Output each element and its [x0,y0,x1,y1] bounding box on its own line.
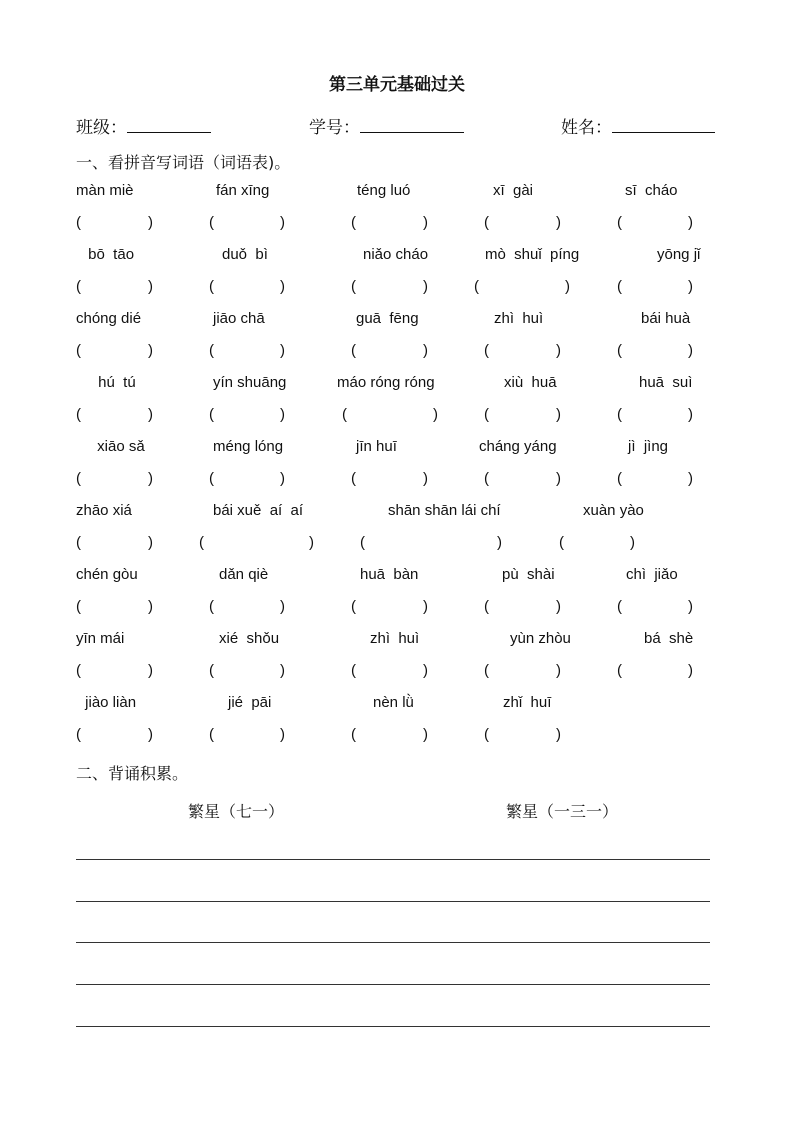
answer-paren-close: ) [148,726,153,743]
answer-blank[interactable] [84,342,146,362]
pinyin-row [0,502,794,526]
answer-paren-close: ) [556,470,561,487]
pinyin-word: niǎo cháo [363,246,429,263]
pinyin-word: chì jiǎo [626,566,678,583]
answer-paren-close: ) [280,406,285,423]
answer-blank[interactable] [492,470,554,490]
answer-row [0,342,794,366]
pinyin-word: xié shǒu [219,630,280,647]
class-field[interactable] [76,113,211,138]
page-title: 第三单元基础过关 [329,75,465,95]
pinyin-word: nèn lǜ [373,694,414,711]
answer-blank[interactable] [625,278,686,298]
answer-blank[interactable] [492,342,554,362]
answer-paren-close: ) [148,470,153,487]
answer-paren-close: ) [556,406,561,423]
pinyin-word: yōng jǐ [657,246,701,263]
answer-paren-open: ( [617,406,622,423]
answer-paren-close: ) [280,726,285,743]
answer-paren-close: ) [688,214,693,231]
student-number-field[interactable] [309,113,464,138]
answer-blank[interactable] [84,662,146,682]
answer-paren-open: ( [484,342,489,359]
answer-paren-open: ( [76,534,81,551]
answer-paren-open: ( [209,342,214,359]
pinyin-word: huā suì [639,374,693,391]
pinyin-row [0,182,794,206]
answer-blank[interactable] [217,214,278,234]
pinyin-word: jīn huī [356,438,397,455]
answer-blank[interactable] [625,662,686,682]
answer-paren-open: ( [351,470,356,487]
answer-blank[interactable] [84,406,146,426]
answer-paren-open: ( [351,726,356,743]
answer-paren-open: ( [617,214,622,231]
answer-paren-open: ( [351,278,356,295]
answer-blank[interactable] [217,406,278,426]
pinyin-word: jiào liàn [81,694,137,711]
answer-paren-open: ( [76,598,81,615]
pinyin-word: sī cháo [625,182,678,199]
name-label: 姓名： [561,118,612,138]
answer-blank[interactable] [625,406,686,426]
answer-paren-close: ) [688,662,693,679]
pinyin-word: shān shān lái chí [388,502,501,519]
answer-paren-open: ( [617,662,622,679]
answer-blank[interactable] [567,534,628,554]
answer-paren-open: ( [617,598,622,615]
answer-blank[interactable] [368,534,495,554]
answer-paren-open: ( [209,214,214,231]
answer-paren-close: ) [148,406,153,423]
pinyin-row [0,566,794,590]
answer-paren-open: ( [351,214,356,231]
answer-paren-close: ) [148,662,153,679]
answer-blank[interactable] [492,214,554,234]
answer-row [0,598,794,622]
answer-paren-open: ( [484,214,489,231]
pinyin-row [0,438,794,462]
pinyin-word: xuàn yào [583,502,644,519]
pinyin-word: zhāo xiá [76,502,132,519]
answer-blank[interactable] [217,726,278,746]
answer-paren-close: ) [148,342,153,359]
answer-paren-open: ( [617,278,622,295]
answer-blank[interactable] [217,278,278,298]
answer-paren-close: ) [556,342,561,359]
pinyin-word: chóng dié [76,310,142,327]
answer-paren-open: ( [76,406,81,423]
answer-paren-close: ) [688,278,693,295]
answer-blank[interactable] [217,470,278,490]
answer-paren-close: ) [148,598,153,615]
answer-paren-open: ( [209,726,214,743]
answer-blank[interactable] [217,342,278,362]
answer-blank[interactable] [84,278,146,298]
student-number-blank[interactable] [360,114,464,133]
answer-paren-open: ( [559,534,564,551]
answer-blank[interactable] [217,598,278,618]
answer-row [0,534,794,558]
pinyin-word: fán xīng [216,182,270,199]
answer-paren-open: ( [484,726,489,743]
answer-blank[interactable] [359,598,421,618]
pinyin-word: bá shè [644,630,694,647]
writing-line[interactable] [76,901,710,902]
answer-blank[interactable] [492,662,554,682]
pinyin-word: yùn zhòu [510,630,571,647]
answer-paren-close: ) [280,214,285,231]
answer-paren-open: ( [484,662,489,679]
answer-blank[interactable] [217,662,278,682]
answer-paren-close: ) [556,598,561,615]
answer-paren-open: ( [360,534,365,551]
pinyin-word: xiù huā [504,374,557,391]
answer-blank[interactable] [84,726,146,746]
answer-blank[interactable] [84,214,146,234]
answer-paren-close: ) [148,214,153,231]
answer-blank[interactable] [84,598,146,618]
pinyin-word: máo róng róng [337,374,435,391]
pinyin-row [0,246,794,270]
pinyin-row [0,374,794,398]
pinyin-word: jiāo chā [213,310,265,327]
answer-paren-close: ) [148,278,153,295]
answer-blank[interactable] [359,470,421,490]
pinyin-word: mò shuǐ píng [485,246,580,263]
name-field[interactable] [561,113,715,138]
answer-paren-close: ) [556,726,561,743]
answer-blank[interactable] [492,406,554,426]
pinyin-word: téng luó [357,182,411,199]
poem-title-left: 繁星（七一） [188,802,285,821]
writing-line[interactable] [76,942,710,943]
answer-blank[interactable] [359,662,421,682]
pinyin-word: bái xuě aí aí [213,502,304,519]
pinyin-word: huā bàn [360,566,419,583]
answer-paren-close: ) [280,470,285,487]
answer-paren-close: ) [556,662,561,679]
answer-paren-open: ( [351,662,356,679]
section1-heading: 一、看拼音写词语（词语表)。 [76,153,291,172]
answer-paren-open: ( [76,342,81,359]
answer-paren-close: ) [688,470,693,487]
answer-paren-close: ) [280,662,285,679]
writing-line[interactable] [76,984,710,985]
pinyin-word: cháng yáng [479,438,557,455]
answer-paren-open: ( [209,406,214,423]
answer-row [0,278,794,302]
answer-paren-open: ( [76,214,81,231]
answer-paren-close: ) [423,598,428,615]
pinyin-word: chén gòu [76,566,138,583]
class-blank[interactable] [127,114,211,133]
answer-blank[interactable] [625,598,686,618]
answer-blank[interactable] [350,406,431,426]
answer-blank[interactable] [84,470,146,490]
answer-row [0,662,794,686]
answer-paren-open: ( [209,470,214,487]
answer-paren-open: ( [209,662,214,679]
pinyin-word: zhǐ huī [503,694,552,711]
answer-paren-close: ) [497,534,502,551]
writing-line[interactable] [76,1026,710,1027]
pinyin-word: zhì huì [494,310,544,327]
pinyin-word: xī gài [493,182,534,199]
pinyin-word: duǒ bì [222,246,268,263]
pinyin-word: pù shài [502,566,555,583]
answer-paren-open: ( [484,598,489,615]
pinyin-word: màn miè [76,182,134,199]
answer-paren-open: ( [617,342,622,359]
answer-paren-open: ( [617,470,622,487]
answer-paren-close: ) [423,726,428,743]
answer-row [0,726,794,750]
answer-paren-open: ( [484,470,489,487]
pinyin-word: hú tú [94,374,136,391]
pinyin-row [0,310,794,334]
answer-row [0,470,794,494]
pinyin-word: yīn mái [76,630,125,647]
answer-blank[interactable] [625,342,686,362]
pinyin-word: bái huà [641,310,691,327]
answer-blank[interactable] [492,726,554,746]
answer-paren-open: ( [351,598,356,615]
pinyin-word: yín shuāng [213,374,287,391]
answer-paren-close: ) [423,342,428,359]
answer-paren-close: ) [565,278,570,295]
answer-blank[interactable] [84,534,146,554]
answer-paren-close: ) [688,406,693,423]
answer-paren-open: ( [76,470,81,487]
answer-blank[interactable] [359,342,421,362]
writing-line[interactable] [76,859,710,860]
answer-paren-close: ) [280,278,285,295]
answer-blank[interactable] [625,470,686,490]
answer-paren-close: ) [423,470,428,487]
answer-blank[interactable] [359,214,421,234]
answer-blank[interactable] [359,278,421,298]
answer-blank[interactable] [625,214,686,234]
pinyin-row [0,694,794,718]
answer-paren-open: ( [209,598,214,615]
pinyin-word: bō tāo [84,246,135,263]
answer-row [0,214,794,238]
answer-paren-close: ) [309,534,314,551]
answer-paren-close: ) [433,406,438,423]
answer-paren-close: ) [688,342,693,359]
poem-title-right: 繁星（一三一） [506,802,619,821]
answer-paren-close: ) [423,278,428,295]
answer-paren-close: ) [280,598,285,615]
answer-blank[interactable] [482,278,563,298]
answer-paren-open: ( [342,406,347,423]
answer-paren-close: ) [280,342,285,359]
answer-paren-open: ( [199,534,204,551]
pinyin-word: jié pāi [228,694,272,711]
pinyin-row [0,630,794,654]
answer-paren-open: ( [76,662,81,679]
answer-paren-close: ) [423,662,428,679]
section2-heading: 二、背诵积累。 [76,764,189,783]
answer-paren-close: ) [423,214,428,231]
class-label: 班级： [76,118,127,138]
pinyin-word: dǎn qiè [219,566,269,583]
answer-paren-close: ) [688,598,693,615]
answer-paren-open: ( [474,278,479,295]
pinyin-word: guā fēng [356,310,419,327]
student-number-label: 学号： [309,118,360,138]
answer-blank[interactable] [492,598,554,618]
pinyin-word: xiāo sǎ [93,438,145,455]
answer-paren-open: ( [484,406,489,423]
answer-row [0,406,794,430]
answer-paren-close: ) [148,534,153,551]
answer-blank[interactable] [359,726,421,746]
answer-blank[interactable] [207,534,307,554]
answer-paren-close: ) [556,214,561,231]
pinyin-word: zhì huì [370,630,420,647]
answer-paren-open: ( [76,278,81,295]
answer-paren-open: ( [209,278,214,295]
answer-paren-close: ) [630,534,635,551]
pinyin-word: jì jìng [628,438,669,455]
answer-paren-open: ( [76,726,81,743]
pinyin-word: méng lóng [213,438,284,455]
answer-paren-open: ( [351,342,356,359]
name-blank[interactable] [612,114,715,133]
